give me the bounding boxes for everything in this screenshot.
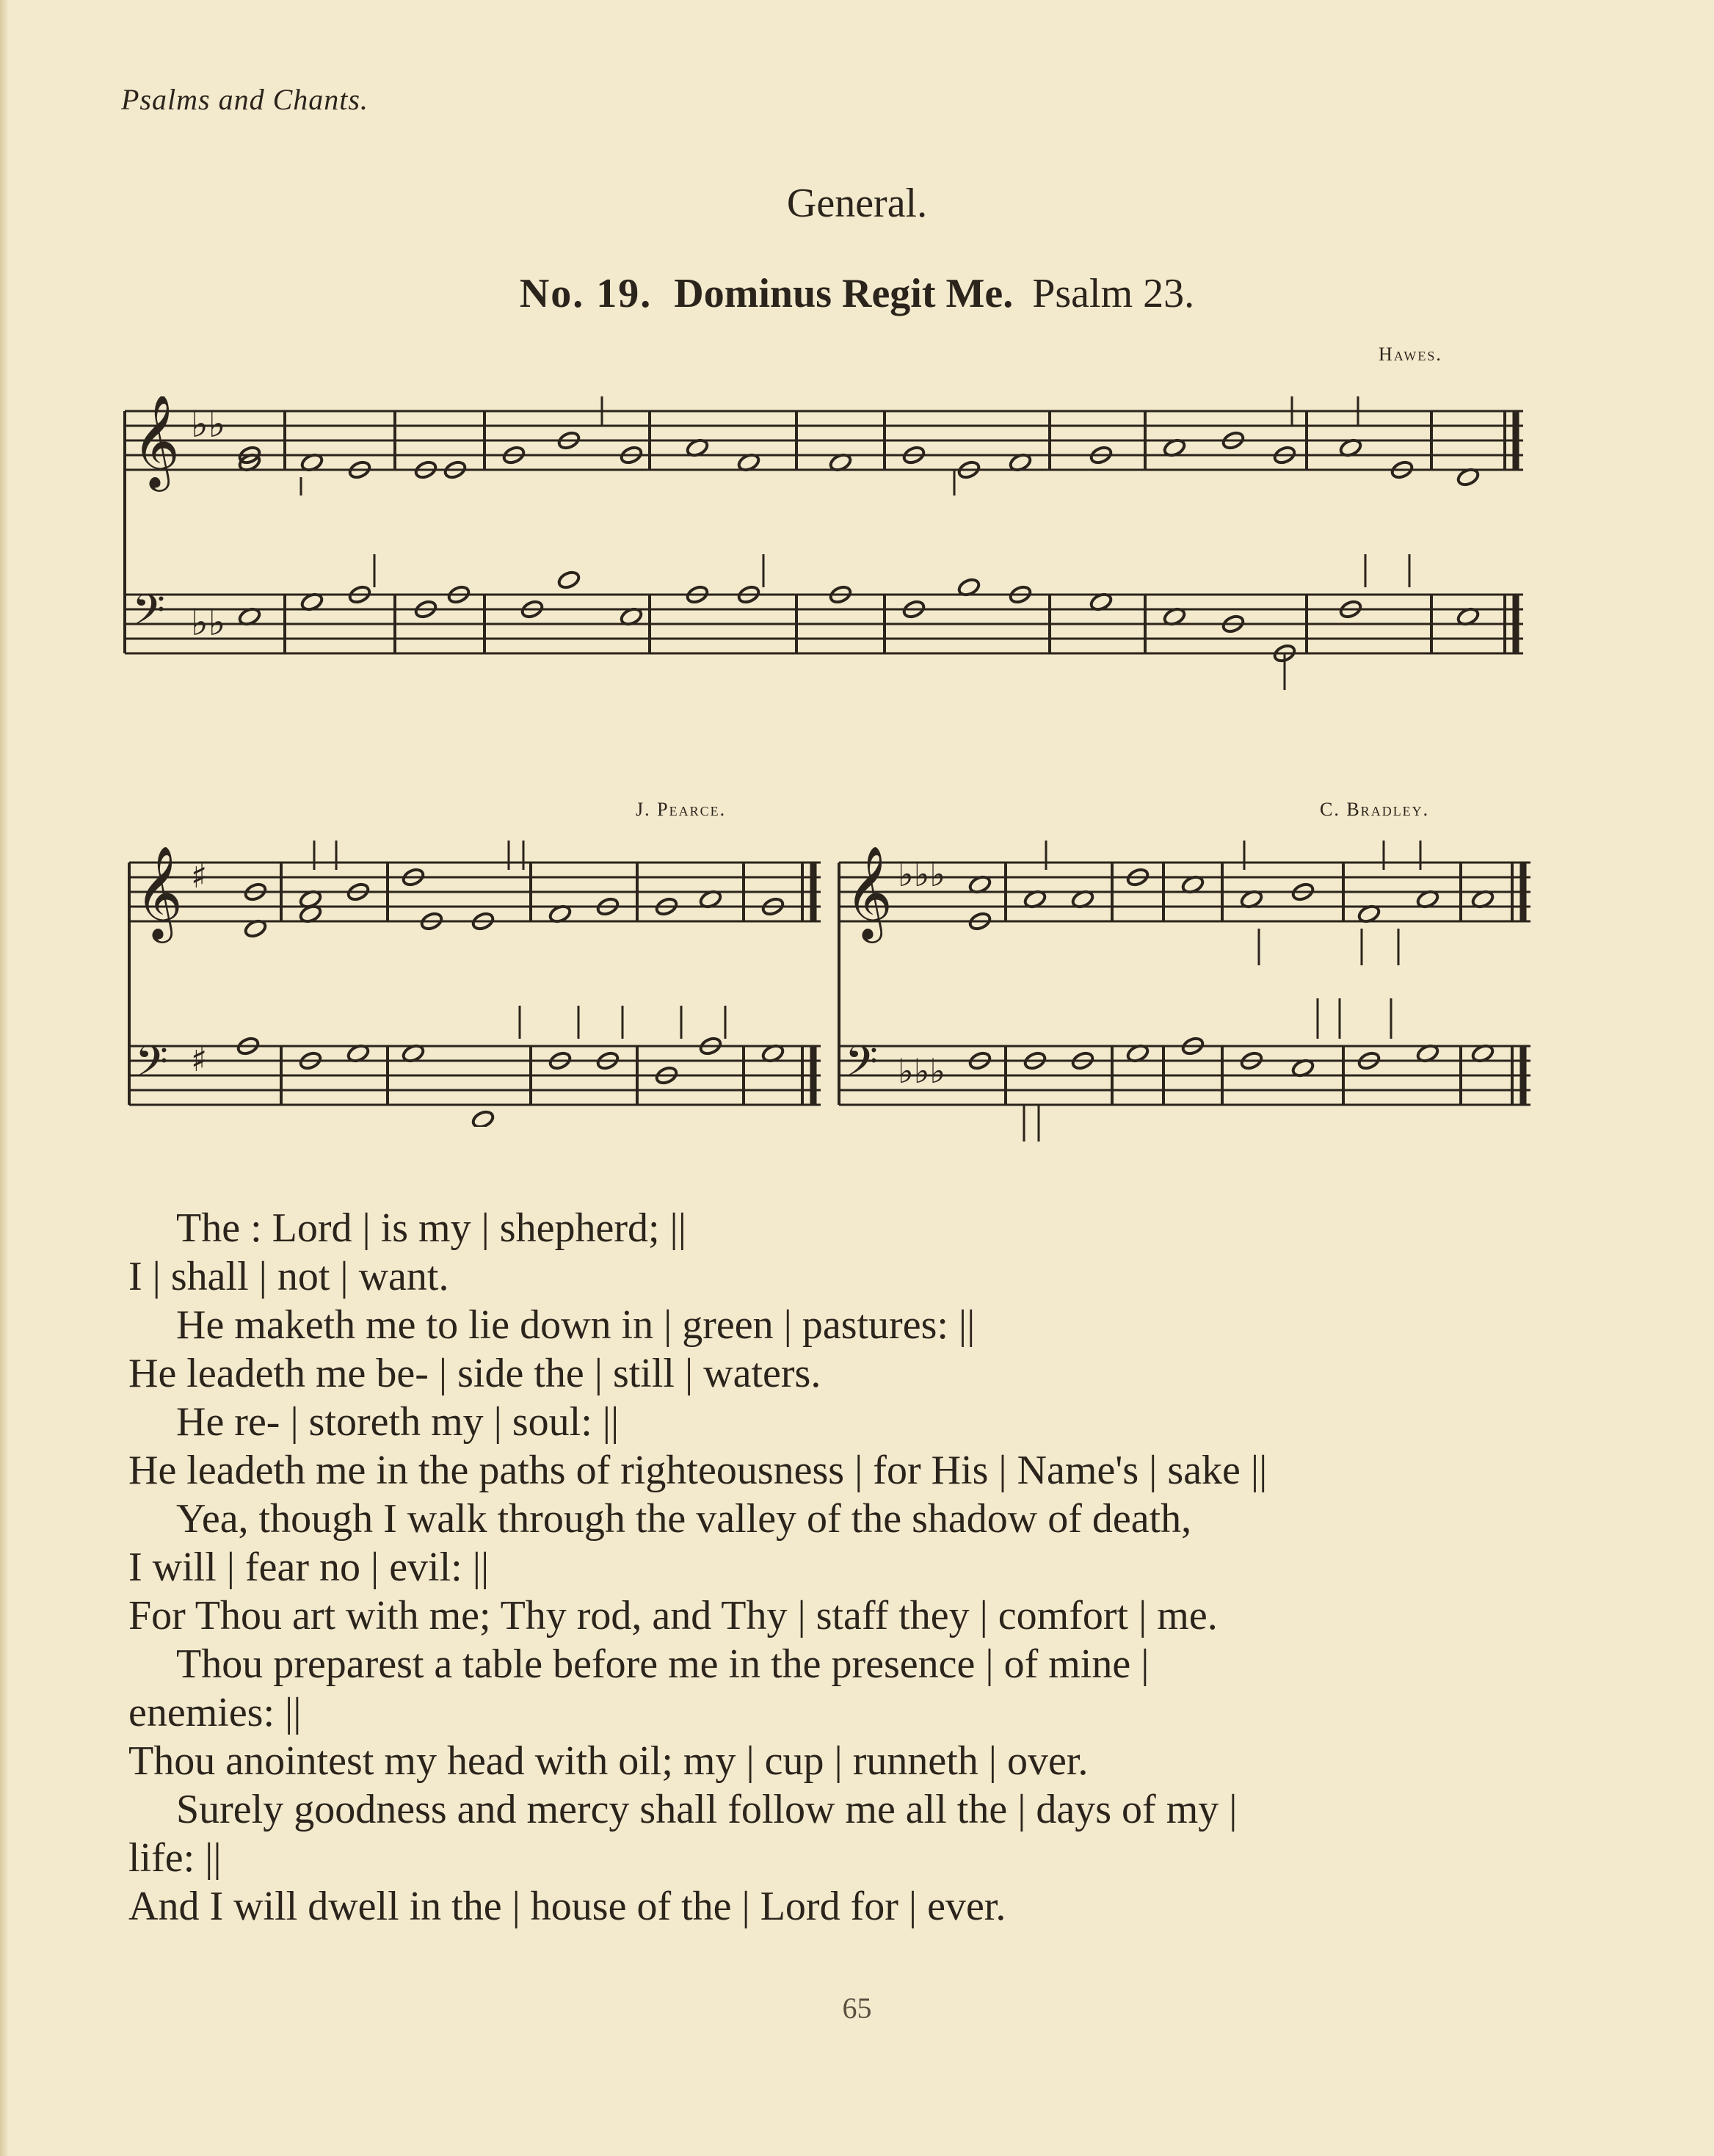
psalm-text	[128, 1204, 1538, 1931]
psalm-reference: Psalm 23.	[1032, 271, 1195, 316]
flat-icon: ♭♭♭	[898, 854, 946, 894]
composer-pearce: J. Pearce.	[636, 799, 727, 820]
note-stems	[314, 841, 725, 1039]
verse-line: He leadeth me in the paths of righteousness | for His | Name's | sake ||	[128, 1448, 1268, 1493]
verse-line: I will | fear no | evil: ||	[128, 1545, 490, 1590]
verse-line: Yea, though I walk through the valley of the shadow of death,	[176, 1496, 1192, 1542]
verse-line: enemies: ||	[128, 1690, 302, 1735]
barlines	[285, 411, 1516, 653]
verse-line: Surely goodness and mercy shall follow me all the | days of my |	[176, 1787, 1238, 1832]
music-score-hawes	[117, 396, 1534, 705]
composer-bradley: C. Bradley.	[1320, 799, 1430, 820]
verse-line: life: ||	[128, 1835, 222, 1881]
notes	[238, 430, 1481, 664]
verse-line: The : Lord | is my | shepherd; ||	[176, 1205, 686, 1251]
page-number: 65	[842, 1992, 872, 2025]
page-edge	[0, 0, 9, 2156]
bass-clef-icon: 𝄢	[132, 585, 166, 645]
treble-clef-icon: 𝄞	[845, 845, 893, 939]
treble-staff	[125, 411, 1523, 470]
running-head: Psalms and Chants.	[121, 83, 368, 116]
verse-line: He re- | storeth my | soul: ||	[176, 1399, 620, 1445]
bass-staff	[129, 1046, 821, 1105]
verse-line: He maketh me to lie down in | green | pastures: ||	[176, 1302, 976, 1348]
sharp-icon: ♯	[191, 1039, 208, 1079]
treble-clef-icon: 𝄞	[135, 845, 184, 939]
verse-line: I | shall | not | want.	[128, 1254, 449, 1299]
bass-staff	[125, 595, 1523, 653]
flat-icon: ♭♭	[191, 601, 226, 644]
hymn-number: No. 19.	[519, 271, 653, 316]
music-score-pearce	[123, 841, 828, 1127]
hymn-name: Dominus Regit Me.	[674, 271, 1014, 316]
section-title: General.	[786, 181, 928, 226]
bass-clef-icon: 𝄢	[845, 1037, 879, 1097]
music-score-bradley	[833, 841, 1538, 1149]
treble-clef-icon: 𝄞	[132, 396, 181, 487]
verse-line: And I will dwell in the | house of the | Lord for | ever.	[128, 1884, 1006, 1929]
verse-line: Thou anointest my head with oil; my | cup | runneth | over.	[128, 1738, 1089, 1784]
flat-icon: ♭♭	[191, 403, 226, 446]
sharp-icon: ♯	[191, 856, 208, 896]
composer-hawes: Hawes.	[1379, 344, 1442, 365]
verse-line: Thou preparest a table before me in the presence | of mine |	[176, 1641, 1150, 1687]
bass-clef-icon: 𝄢	[135, 1037, 169, 1097]
hymn-title	[0, 270, 1714, 317]
verse-line: He leadeth me be- | side the | still | waters.	[128, 1351, 821, 1396]
flat-icon: ♭♭♭	[898, 1051, 946, 1091]
verse-line: For Thou art with me; Thy rod, and Thy | staff they | comfort | me.	[128, 1593, 1218, 1638]
